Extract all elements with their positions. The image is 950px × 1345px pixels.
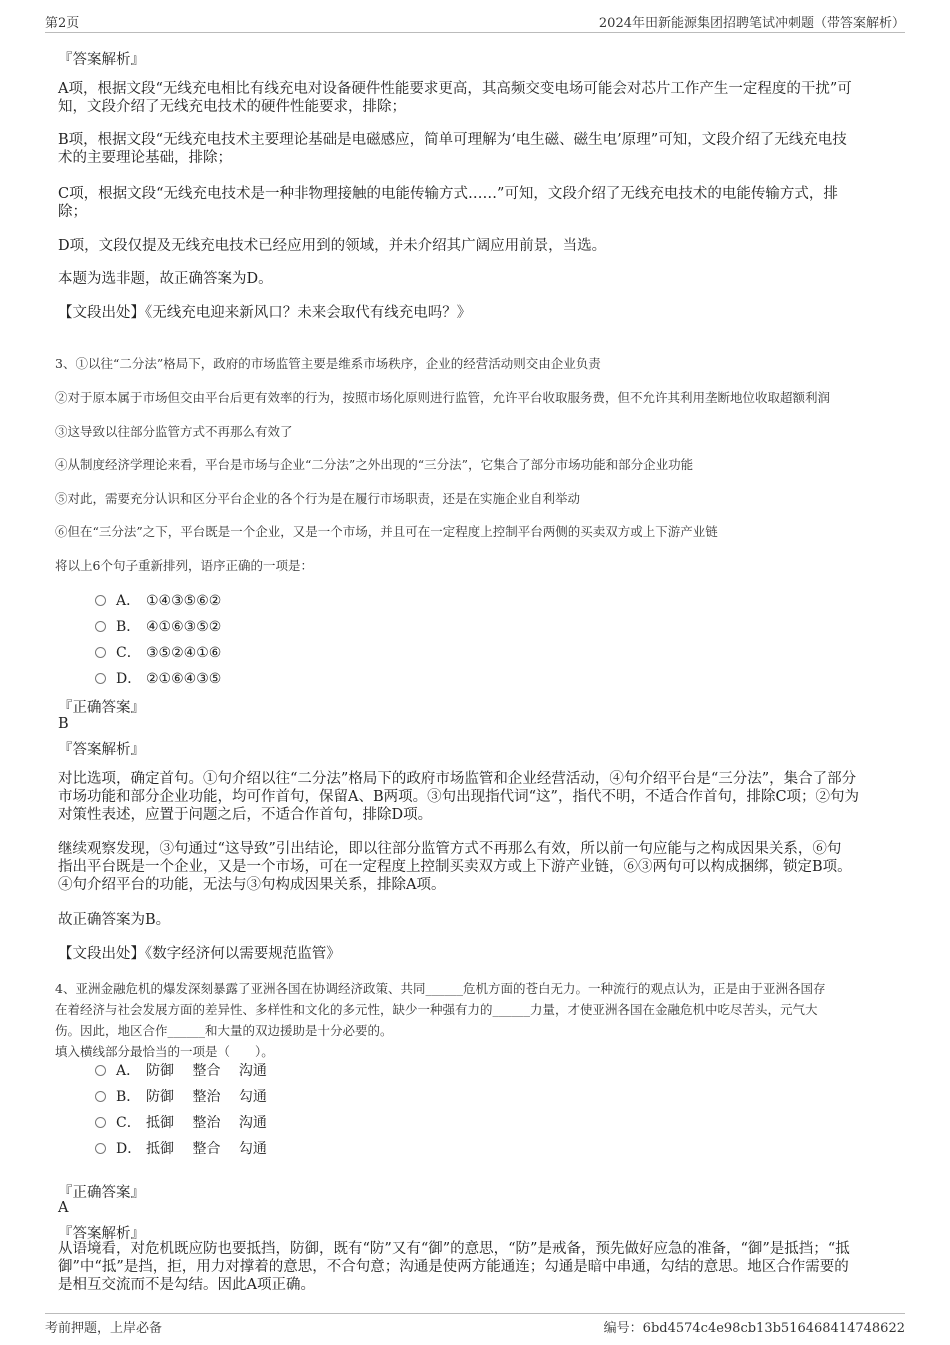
q2-conclusion: 本题为选非题，故正确答案为D。	[58, 271, 273, 287]
q2-analysis-label: 『答案解析』	[58, 52, 145, 68]
radio-icon[interactable]	[95, 595, 106, 606]
q2-b-line2: 术的主要理论基础，排除；	[58, 150, 232, 166]
q4-answer-label: 『正确答案』	[58, 1185, 145, 1201]
radio-icon[interactable]	[95, 1091, 106, 1102]
q3-sentence-4: ④从制度经济学理论来看，平台是市场与企业“二分法”之外出现的“三分法”，它集合了部分市场功能和部分企业功能	[55, 457, 694, 472]
q4-option-b[interactable]: B． 防御 整治 勾通	[95, 1087, 267, 1107]
q2-c-line1: C项，根据文段“无线充电技术是一种非物理接触的电能传输方式……”可知，文段介绍了无线充电技术的电能传输方式，排	[58, 186, 838, 202]
q4-analysis-label: 『答案解析』	[58, 1226, 145, 1242]
radio-icon[interactable]	[95, 621, 106, 632]
footer-slogan: 考前押题，上岸必备	[45, 1321, 163, 1336]
q3-conclusion: 故正确答案为B。	[58, 912, 171, 928]
page-header	[45, 12, 905, 33]
q2-analysis-a	[58, 80, 898, 116]
q2-c-line2: 除；	[58, 204, 87, 220]
radio-icon[interactable]	[95, 647, 106, 658]
q3-source: 【文段出处】《数字经济何以需要规范监管》	[58, 946, 341, 962]
q2-a-line1: A项，根据文段“无线充电相比有线充电对设备硬件性能要求更高，其高频交变电场可能会对芯片工作产生一定程度的干扰”可	[58, 81, 852, 97]
radio-icon[interactable]	[95, 673, 106, 684]
q2-analysis-b	[58, 131, 898, 167]
q2-source: 【文段出处】《无线充电迎来新风口？未来会取代有线充电吗？》	[58, 305, 472, 321]
q3-answer-label: 『正确答案』	[58, 700, 145, 716]
page-number: 第2页	[45, 16, 80, 31]
q3-sentence-2: ②对于原本属于市场但交由平台后更有效率的行为，按照市场化原则进行监管，允许平台收取服务费，但不允许其利用垄断地位收取超额利润	[55, 390, 831, 405]
q4-option-d[interactable]: D． 抵御 整合 勾通	[95, 1139, 267, 1159]
document-id: 编号：6bd4574c4e98cb13b516468414748622	[603, 1321, 905, 1336]
q4-stem: 4、亚洲金融危机的爆发深刻暴露了亚洲各国在协调经济政策、共同______危机方面的苍白无力。一种流行的观点认为，正是由于亚洲各国存 在着经济与社会发展方面的差异性、多样性和文化的多元性，缺少一种强有力的______力量，才使亚洲各国在金融危机中吃尽苦头，元气大 伤。因此，地区合作______和大量的双边援助是十分必要的。 填入横线部分最恰当的一项是（ ）。	[55, 981, 826, 1059]
q3-option-a[interactable]: A． ①④③⑤⑥②	[95, 591, 221, 611]
q3-sentence-6: ⑥但在“三分法”之下，平台既是一个企业，又是一个市场，并且可在一定程度上控制平台两侧的买卖双方或上下游产业链	[55, 524, 718, 539]
q3-analysis-p2: 继续观察发现，③句通过“这导致”引出结论，即以往部分监管方式不再那么有效，所以前一句应能与之构成因果关系，⑥句 指出平台既是一个企业，又是一个市场，可在一定程度上控制买卖双方或上下游产业链，⑥③两句可以构成捆绑，锁定B项。 ④句介绍平台的功能，无法与③句构成因果关系，排除A项。	[58, 841, 852, 893]
radio-icon[interactable]	[95, 1143, 106, 1154]
radio-icon[interactable]	[95, 1065, 106, 1076]
q3-option-d[interactable]: D． ②①⑥④③⑤	[95, 669, 221, 689]
q3-option-c[interactable]: C． ③⑤②④①⑥	[95, 643, 221, 663]
q4-option-c[interactable]: C． 抵御 整治 沟通	[95, 1113, 267, 1133]
q3-answer: B	[58, 716, 69, 732]
q4-option-a[interactable]: A． 防御 整合 沟通	[95, 1061, 267, 1081]
q3-option-b[interactable]: B． ④①⑥③⑤②	[95, 617, 221, 637]
q3-sentence-3: ③这导致以往部分监管方式不再那么有效了	[55, 424, 293, 439]
page-footer	[45, 1313, 905, 1336]
document-title: 2024年田新能源集团招聘笔试冲刺题（带答案解析）	[598, 16, 905, 31]
q2-analysis-d: D项，文段仅提及无线充电技术已经应用到的领域，并未介绍其广阔应用前景，当选。	[58, 238, 607, 254]
q3-sentence-1: 3、①以往“二分法”格局下，政府的市场监管主要是维系市场秩序，企业的经营活动则交由企业负责	[55, 356, 601, 371]
q3-prompt: 将以上6个句子重新排列，语序正确的一项是：	[55, 558, 313, 573]
q2-analysis-c	[58, 185, 898, 221]
q4-answer: A	[58, 1200, 69, 1216]
q3-sentence-5: ⑤对此，需要充分认识和区分平台企业的各个行为是在履行市场职责，还是在实施企业自利举动	[55, 491, 581, 506]
radio-icon[interactable]	[95, 1117, 106, 1128]
q2-b-line1: B项，根据文段“无线充电技术主要理论基础是电磁感应，简单可理解为‘电生磁、磁生电’原理”可知，文段介绍了无线充电技	[58, 132, 847, 148]
q3-analysis-p1: 对比选项，确定首句。①句介绍以往“二分法”格局下的政府市场监管和企业经营活动，④句介绍平台是“三分法”，集合了部分 市场功能和部分企业功能，均可作首句，保留A、B两项。③句出现指代词“这”，指代不明，不适合作首句，排除C项；②句为 对策性表述，应置于问题之后，不适合作首句，排除D项。	[58, 771, 860, 823]
q3-analysis-label: 『答案解析』	[58, 742, 145, 758]
q2-a-line2: 知，文段介绍了无线充电技术的硬件性能要求，排除；	[58, 99, 406, 115]
q4-analysis: 从语境看，对危机既应防也要抵挡，防御，既有“防”又有“御”的意思，“防”是戒备，预先做好应急的准备，“御”是抵挡；“抵 御”中“抵”是挡，拒，用力对撑着的意思，不合句意；沟通是使两方能通连；勾通是暗中串通，勾结的意思。地区合作需要的 是相互交流而不是勾结。因此A项正确。	[58, 1241, 850, 1293]
